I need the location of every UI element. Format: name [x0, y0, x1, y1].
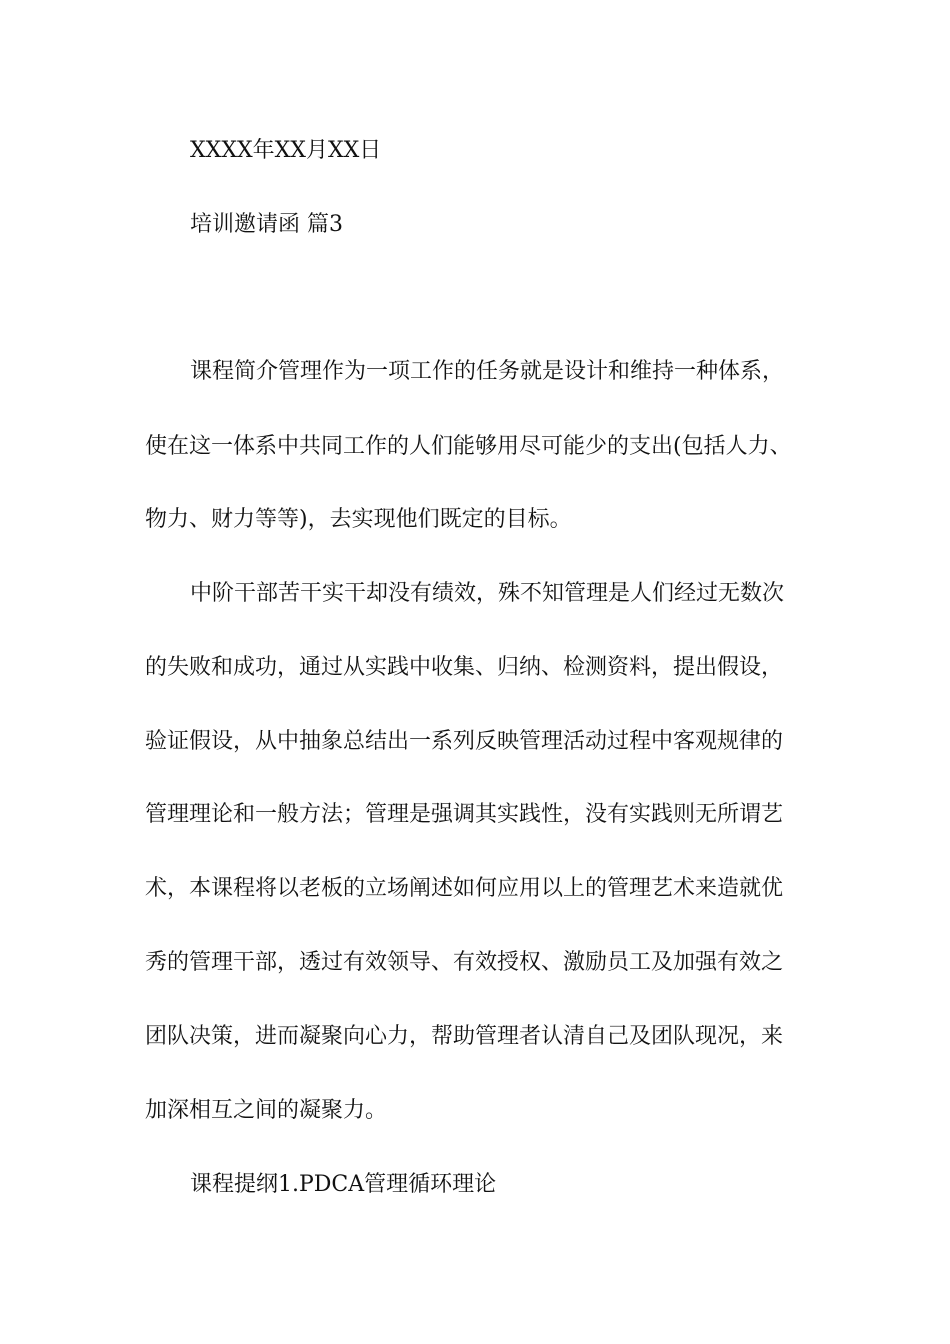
paragraph-line: 课程简介管理作为一项工作的任务就是设计和维持一种体系， — [190, 359, 785, 384]
course-outline-line: 课程提纲1.PDCA管理循环理论 — [190, 1172, 497, 1197]
date-line: XXXX年XX月XX日 — [190, 138, 382, 163]
paragraph-line: 物力、财力等等)，去实现他们既定的目标。 — [145, 507, 572, 532]
paragraph-line: 验证假设，从中抽象总结出一系列反映管理活动过程中客观规律的 — [145, 729, 784, 754]
paragraph-line: 中阶干部苦干实干却没有绩效，殊不知管理是人们经过无数次 — [190, 581, 785, 606]
paragraph-line: 团队决策，进而凝聚向心力，帮助管理者认清自己及团队现况，来 — [145, 1024, 784, 1049]
paragraph-line: 秀的管理干部，透过有效领导、有效授权、激励员工及加强有效之 — [145, 950, 784, 975]
paragraph-line: 管理理论和一般方法；管理是强调其实践性，没有实践则无所谓艺 — [145, 802, 784, 827]
section-heading: 培训邀请函 篇3 — [190, 212, 343, 237]
paragraph-line: 加深相互之间的凝聚力。 — [145, 1098, 388, 1123]
paragraph-line: 术，本课程将以老板的立场阐述如何应用以上的管理艺术来造就优 — [145, 876, 784, 901]
paragraph-line: 的失败和成功，通过从实践中收集、归纳、检测资料，提出假设， — [145, 655, 784, 680]
paragraph-line: 使在这一体系中共同工作的人们能够用尽可能少的支出(包括人力、 — [145, 434, 792, 459]
